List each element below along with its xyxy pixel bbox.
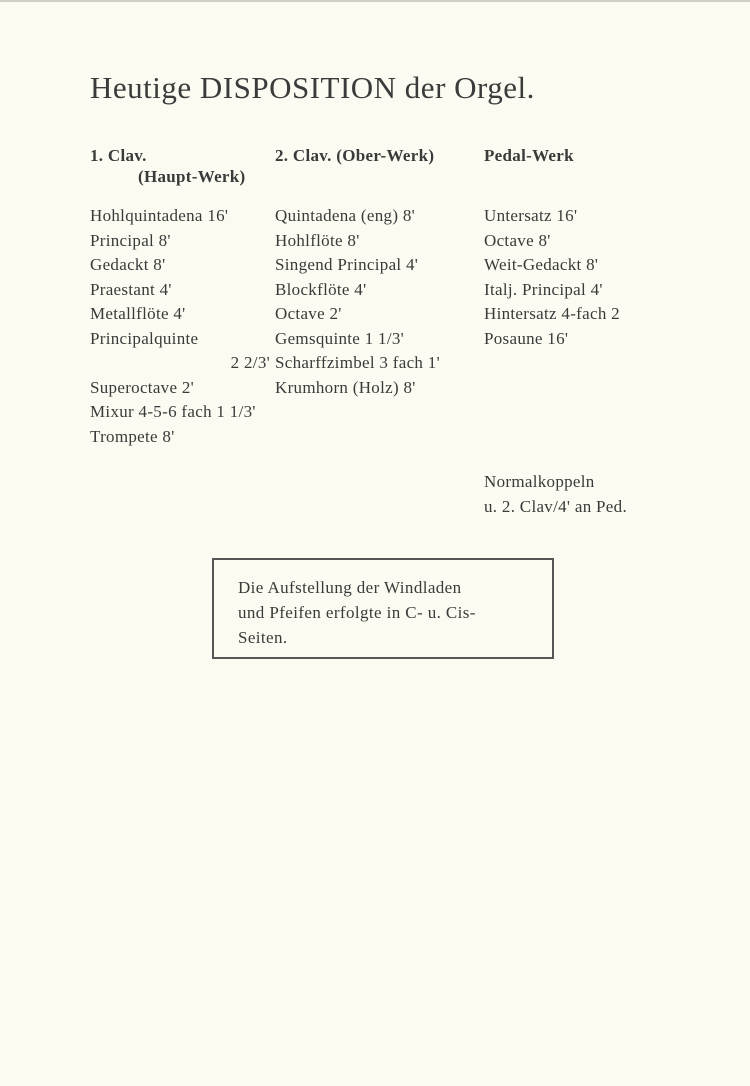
note-line: und Pfeifen erfolgte in C- u. Cis- [238,603,476,622]
stop-item: Posaune 16' [484,328,569,348]
stop-item: Mixur 4-5-6 fach 1 1/3' [90,402,256,421]
stop-item: Superoctave 2' [90,377,195,397]
stop-item: Hintersatz 4-fach 2 [484,304,620,323]
stop-item: Hohlflöte 8' [275,230,360,250]
stop-list [90,204,270,449]
windchest-note-box [212,558,554,659]
coupler-line: u. 2. Clav/4' an Ped. [484,497,627,516]
stop-item: Blockflöte 4' [275,279,367,299]
stop-item: Scharffzimbel 3 fach 1' [275,353,440,372]
page-edge-line [0,0,750,2]
stop-item: Octave 2' [275,304,342,323]
coupler-note [484,469,627,519]
stop-item: Italj. Principal 4' [484,279,603,299]
stop-item: Gedackt 8' [90,255,166,274]
stop-item: Quintadena (eng) 8' [275,206,415,225]
stop-item: Octave 8' [484,230,551,250]
column-heading [90,145,270,197]
column-heading [275,145,485,197]
stop-item: Gemsquinte 1 1/3' [275,328,405,348]
stop-item: Praestant 4' [90,279,172,299]
stop-item: Principalquinte [90,328,199,348]
stop-item: Untersatz 16' [484,206,578,225]
stop-item: Krumhorn (Holz) 8' [275,377,416,397]
stop-item: Metallflöte 4' [90,304,186,323]
stop-item: Principal 8' [90,230,171,250]
column-pedal-werk [484,145,684,351]
stop-item-continuation: 2 2/3' [230,353,270,372]
heading-line: 1. Clav. [90,146,147,165]
stop-item: Hohlquintadena 16' [90,206,229,225]
heading-line: 2. Clav. (Ober-Werk) [275,146,435,165]
stop-item: Weit-Gedackt 8' [484,255,599,274]
note-line: Die Aufstellung der Windladen [238,578,462,597]
heading-subline: (Haupt-Werk) [138,167,246,186]
stop-item: Singend Principal 4' [275,255,419,274]
stop-list [275,204,485,400]
stop-list [484,204,684,351]
column-haupt-werk [90,145,270,449]
column-heading [484,145,684,197]
note-line: Seiten. [238,628,288,647]
heading-line: Pedal-Werk [484,146,574,165]
coupler-line: Normalkoppeln [484,472,595,491]
page-title: Heutige DISPOSITION der Orgel. [90,70,535,105]
column-ober-werk [275,145,485,400]
stop-item: Trompete 8' [90,426,175,446]
